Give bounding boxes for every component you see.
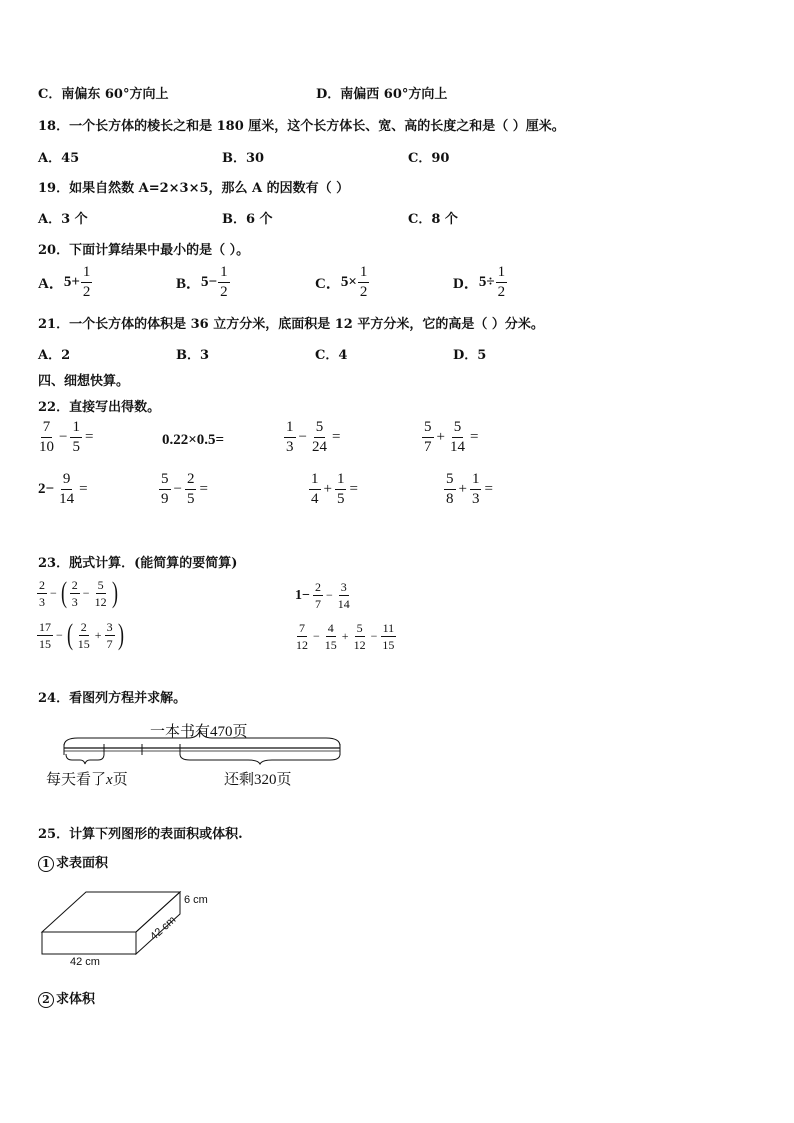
q18-stem: 18．一个长方体的棱长之和是 180 厘米，这个长方体长、宽、高的长度之和是（ ）厘米。 [38, 119, 565, 134]
option-label: B． [176, 276, 202, 292]
fraction: $\frac{3}{14}$ [337, 580, 350, 611]
left-paren: ( [66, 618, 73, 651]
q21-option-b: B．3 [176, 348, 210, 363]
fraction: $\frac{1}{2}$ [82, 264, 91, 300]
q21-option-a: A．2 [38, 348, 71, 363]
expr-prefix: 5÷ [478, 274, 495, 290]
q18-option-b: B．30 [222, 151, 265, 166]
fraction: $\frac{7}{12}$ [296, 621, 308, 652]
right-label: 还剩320页 [224, 772, 292, 788]
q23-expr-1: $\frac{2}{3}$ − ( $\frac{2}{3}$ − $\frac{5}{12}$ ) [39, 576, 118, 609]
section-heading: 四、细想快算。 [38, 374, 130, 389]
left-brace [66, 754, 104, 764]
q23-expr-4: $\frac{7}{12}$ − $\frac{4}{15}$ + $\frac{5}{12}$ − $\frac{11}{15}$ [296, 621, 395, 652]
q25-part1: 1 求表面积 [38, 852, 108, 872]
q22-expr-6: $\frac{5}{9}$ − $\frac{2}{5}$ = [161, 471, 208, 507]
q24-stem: 24．看图列方程并求解。 [38, 691, 187, 706]
fraction: $\frac{5}{9}$ [161, 471, 169, 507]
q21-stem: 21．一个长方体的体积是 36 立方分米，底面积是 12 平方分米，它的高是（ ）分米。 [38, 317, 544, 332]
circled-number: 2 [38, 992, 54, 1008]
right-brace [180, 754, 340, 764]
fraction: $\frac{1}{3}$ [471, 471, 480, 507]
fraction: $\frac{2}{3}$ [39, 577, 45, 609]
top-label: 一本书有470页 [150, 724, 248, 740]
q19-option-b: B．6 个 [222, 212, 273, 227]
expr-prefix: 5× [340, 274, 357, 290]
fraction: $\frac{17}{15}$ [39, 619, 51, 651]
right-paren: ) [117, 618, 124, 651]
fraction: $\frac{2}{15}$ [77, 619, 90, 651]
fraction: $\frac{1}{5}$ [72, 419, 80, 455]
q20-stem: 20．下面计算结果中最小的是（ ）。 [38, 243, 250, 258]
q17-option-c: C．南偏东 60°方向上 [38, 87, 169, 102]
fraction: $\frac{5}{24}$ [311, 419, 327, 455]
fraction: $\frac{1}{2}$ [497, 264, 506, 300]
q23-expr-2: 1− $\frac{2}{7}$ − $\frac{3}{14}$ [295, 580, 350, 611]
q23-expr-3: $\frac{17}{15}$ − ( $\frac{2}{15}$ + $\frac{3}{7}$ ) [39, 618, 124, 651]
length-label: 42 cm [70, 956, 100, 968]
q21-option-d: D．5 [453, 348, 487, 363]
q22-expr-3: $\frac{1}{3}$ − $\frac{5}{24}$ = [286, 419, 341, 455]
fraction: $\frac{5}{12}$ [94, 577, 107, 609]
option-label: D． [453, 276, 479, 292]
q18-option-a: A．45 [38, 151, 80, 166]
fraction: $\frac{1}{2}$ [220, 264, 228, 300]
fraction: $\frac{9}{14}$ [59, 471, 75, 507]
q25-stem: 25．计算下列图形的表面积或体积. [38, 827, 243, 842]
circled-number: 1 [38, 856, 54, 872]
q21-option-c: C．4 [315, 348, 348, 363]
fraction: $\frac{1}{3}$ [286, 419, 294, 455]
fraction: $\frac{5}{12}$ [353, 621, 366, 652]
option-label: C． [315, 276, 341, 292]
fraction: $\frac{5}{14}$ [449, 419, 465, 455]
fraction: $\frac{5}{7}$ [424, 419, 432, 455]
q20-option-a [38, 265, 93, 300]
q22-stem: 22．直接写出得数。 [38, 400, 161, 415]
fraction: $\frac{1}{4}$ [311, 471, 319, 507]
cuboid-figure [36, 882, 226, 972]
depth-label: 42 cm [148, 913, 179, 943]
right-paren: ) [111, 576, 118, 609]
q18-option-c: C．90 [408, 151, 450, 166]
q20-option-d [453, 265, 508, 300]
q20-option-b [176, 265, 231, 300]
q22-expr-7: $\frac{1}{4}$ + $\frac{1}{5}$ = [311, 471, 358, 507]
front-face [42, 932, 136, 954]
left-paren: ( [60, 576, 67, 609]
q23-stem: 23．脱式计算．(能简算的要简算) [38, 556, 238, 571]
fraction: $\frac{5}{8}$ [446, 471, 454, 507]
variable: x [106, 772, 113, 788]
q22-expr-5: 2− $\frac{9}{14}$ = [38, 471, 88, 507]
fraction: $\frac{2}{5}$ [186, 471, 195, 507]
q20-option-c [315, 265, 370, 300]
q19-option-c: C．8 个 [408, 212, 458, 227]
fraction: $\frac{11}{15}$ [382, 621, 395, 652]
fraction: $\frac{4}{15}$ [324, 621, 337, 652]
fraction: $\frac{2}{3}$ [71, 577, 78, 609]
fraction: $\frac{7}{10}$ [39, 419, 54, 455]
q24-diagram [38, 718, 358, 790]
q22-expr-8: $\frac{5}{8}$ + $\frac{1}{3}$ = [446, 471, 493, 507]
fraction: $\frac{1}{5}$ [336, 471, 345, 507]
q17-option-d: D．南偏西 60°方向上 [316, 87, 448, 102]
q19-option-a: A．3 个 [38, 212, 88, 227]
q22-expr-4: $\frac{5}{7}$ + $\frac{5}{14}$ = [424, 419, 479, 455]
fraction: $\frac{2}{7}$ [314, 580, 321, 611]
option-label: A． [38, 276, 64, 292]
q22-expr-1: $\frac{7}{10}$ − $\frac{1}{5}$ = [39, 419, 94, 455]
q22-expr-2: 0.22×0.5= [162, 432, 225, 448]
q19-stem: 19．如果自然数 A=2×3×5，那么 A 的因数有（ ） [38, 181, 350, 196]
fraction: $\frac{3}{7}$ [106, 619, 113, 651]
fraction: $\frac{1}{2}$ [359, 264, 368, 300]
expr-prefix: 5− [201, 274, 218, 290]
left-label: 每天看了x页 [46, 772, 128, 788]
expr-prefix: 5+ [63, 274, 80, 290]
height-label: 6 cm [184, 894, 208, 906]
q25-part2: 2 求体积 [38, 988, 95, 1008]
